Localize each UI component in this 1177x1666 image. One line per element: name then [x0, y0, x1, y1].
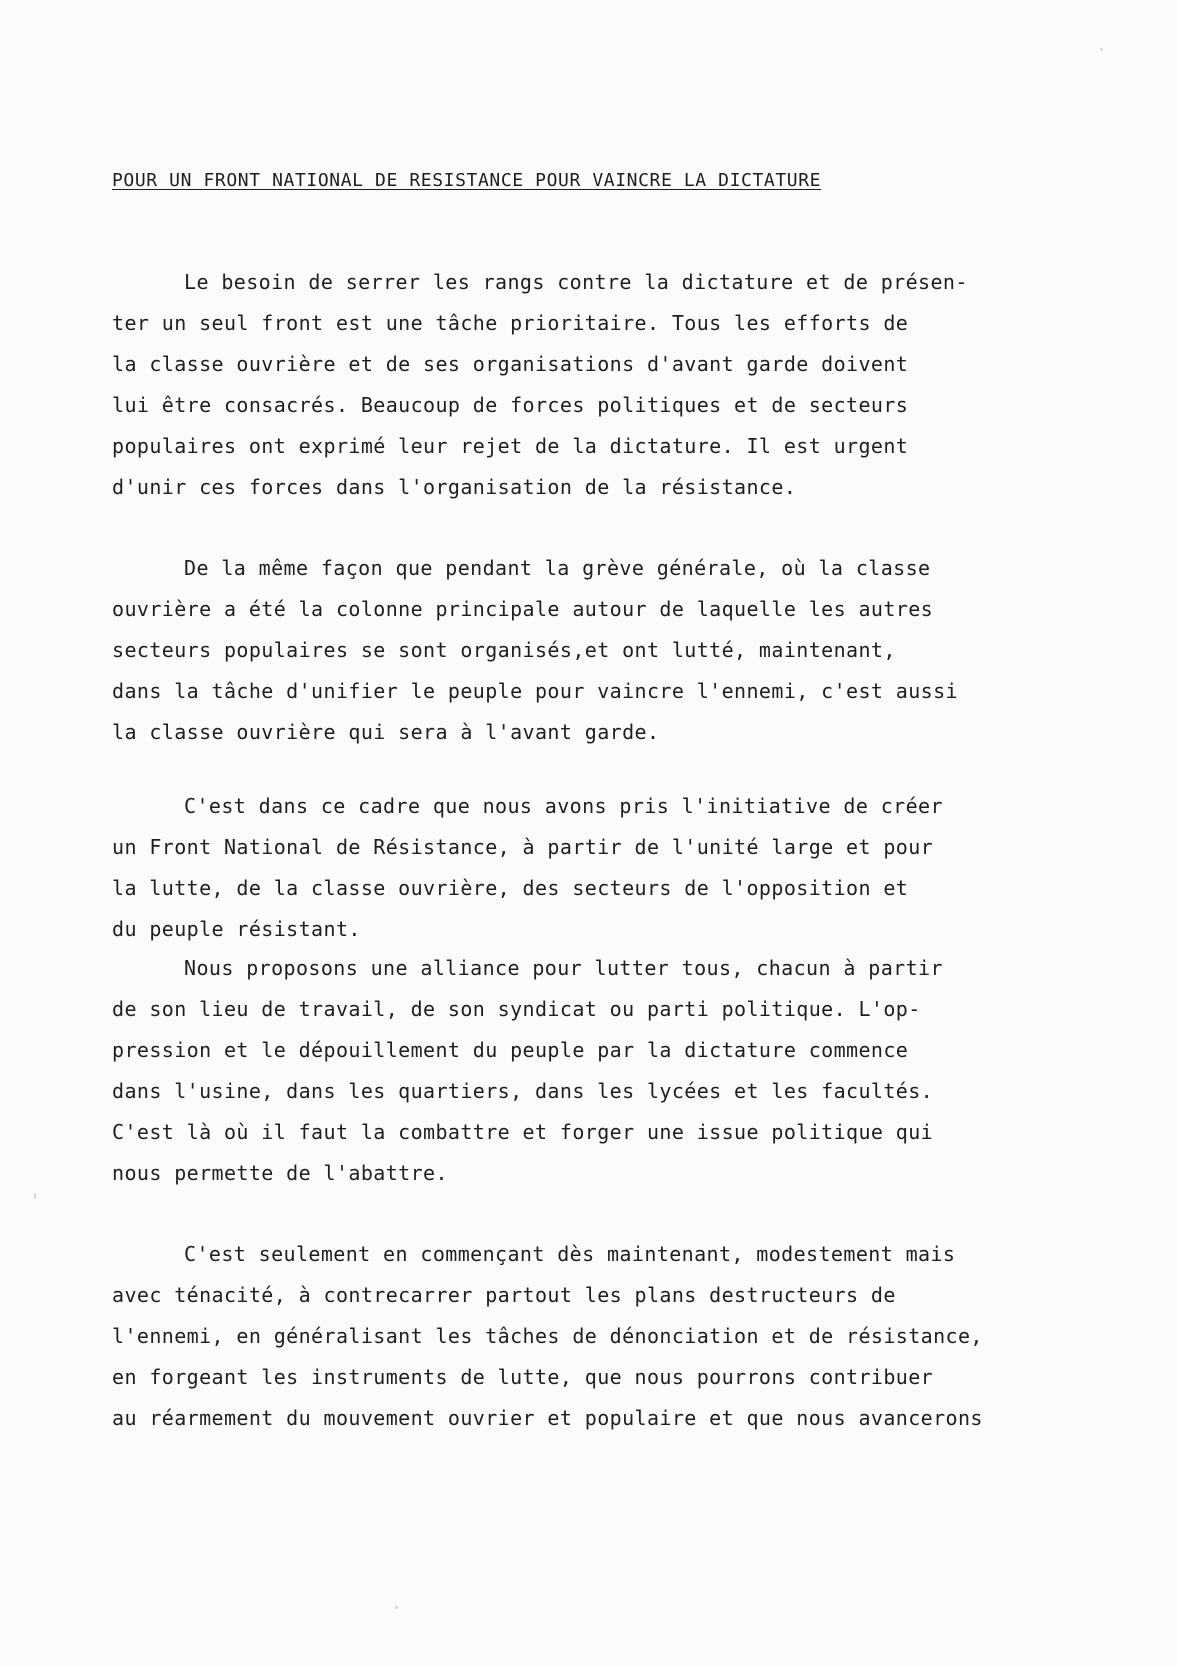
text-line: lui être consacrés. Beaucoup de forces politiques et de secteurs: [112, 393, 909, 417]
text-line: l'ennemi, en généralisant les tâches de dénonciation et de résistance,: [112, 1324, 983, 1348]
text-line: de son lieu de travail, de son syndicat ou parti politique. L'op-: [112, 997, 921, 1021]
paragraph: [112, 948, 943, 1194]
text-line: secteurs populaires se sont organisés,et ont lutté, maintenant,: [112, 638, 896, 662]
margin-smudge: [1100, 48, 1103, 51]
text-line: populaires ont exprimé leur rejet de la dictature. Il est urgent: [112, 434, 909, 458]
paragraph: [112, 1234, 983, 1439]
margin-smudge: [34, 1193, 36, 1199]
text-line: pression et le dépouillement du peuple par la dictature commence: [112, 1038, 909, 1062]
paragraph: [112, 262, 968, 508]
margin-smudge: [395, 1606, 398, 1609]
text-line: ouvrière a été la colonne principale autour de laquelle les autres: [112, 597, 934, 621]
text-line: C'est là où il faut la combattre et forger une issue politique qui: [112, 1120, 934, 1144]
text-line: la lutte, de la classe ouvrière, des secteurs de l'opposition et: [112, 876, 909, 900]
text-line: d'unir ces forces dans l'organisation de la résistance.: [112, 475, 797, 499]
text-line: dans la tâche d'unifier le peuple pour vaincre l'ennemi, c'est aussi: [112, 679, 958, 703]
text-line: la classe ouvrière qui sera à l'avant garde.: [112, 720, 660, 744]
text-line: du peuple résistant.: [112, 917, 361, 941]
text-line: un Front National de Résistance, à partir de l'unité large et pour: [112, 835, 934, 859]
paragraph: [112, 786, 943, 950]
text-line: Nous proposons une alliance pour lutter tous, chacun à partir: [184, 956, 943, 980]
paragraph: [112, 548, 958, 753]
document-title: POUR UN FRONT NATIONAL DE RESISTANCE POUR VAINCRE LA DICTATURE: [112, 170, 822, 191]
text-line: nous permette de l'abattre.: [112, 1161, 448, 1185]
text-line: C'est dans ce cadre que nous avons pris l'initiative de créer: [184, 794, 943, 818]
text-line: De la même façon que pendant la grève générale, où la classe: [184, 556, 931, 580]
text-line: avec ténacité, à contrecarrer partout les plans destructeurs de: [112, 1283, 896, 1307]
text-line: en forgeant les instruments de lutte, que nous pourrons contribuer: [112, 1365, 934, 1389]
text-line: dans l'usine, dans les quartiers, dans les lycées et les facultés.: [112, 1079, 934, 1103]
text-line: la classe ouvrière et de ses organisations d'avant garde doivent: [112, 352, 909, 376]
text-line: Le besoin de serrer les rangs contre la dictature et de présen-: [184, 270, 968, 294]
text-line: ter un seul front est une tâche prioritaire. Tous les efforts de: [112, 311, 909, 335]
text-line: au réarmement du mouvement ouvrier et populaire et que nous avancerons: [112, 1406, 983, 1430]
text-line: C'est seulement en commençant dès maintenant, modestement mais: [184, 1242, 956, 1266]
